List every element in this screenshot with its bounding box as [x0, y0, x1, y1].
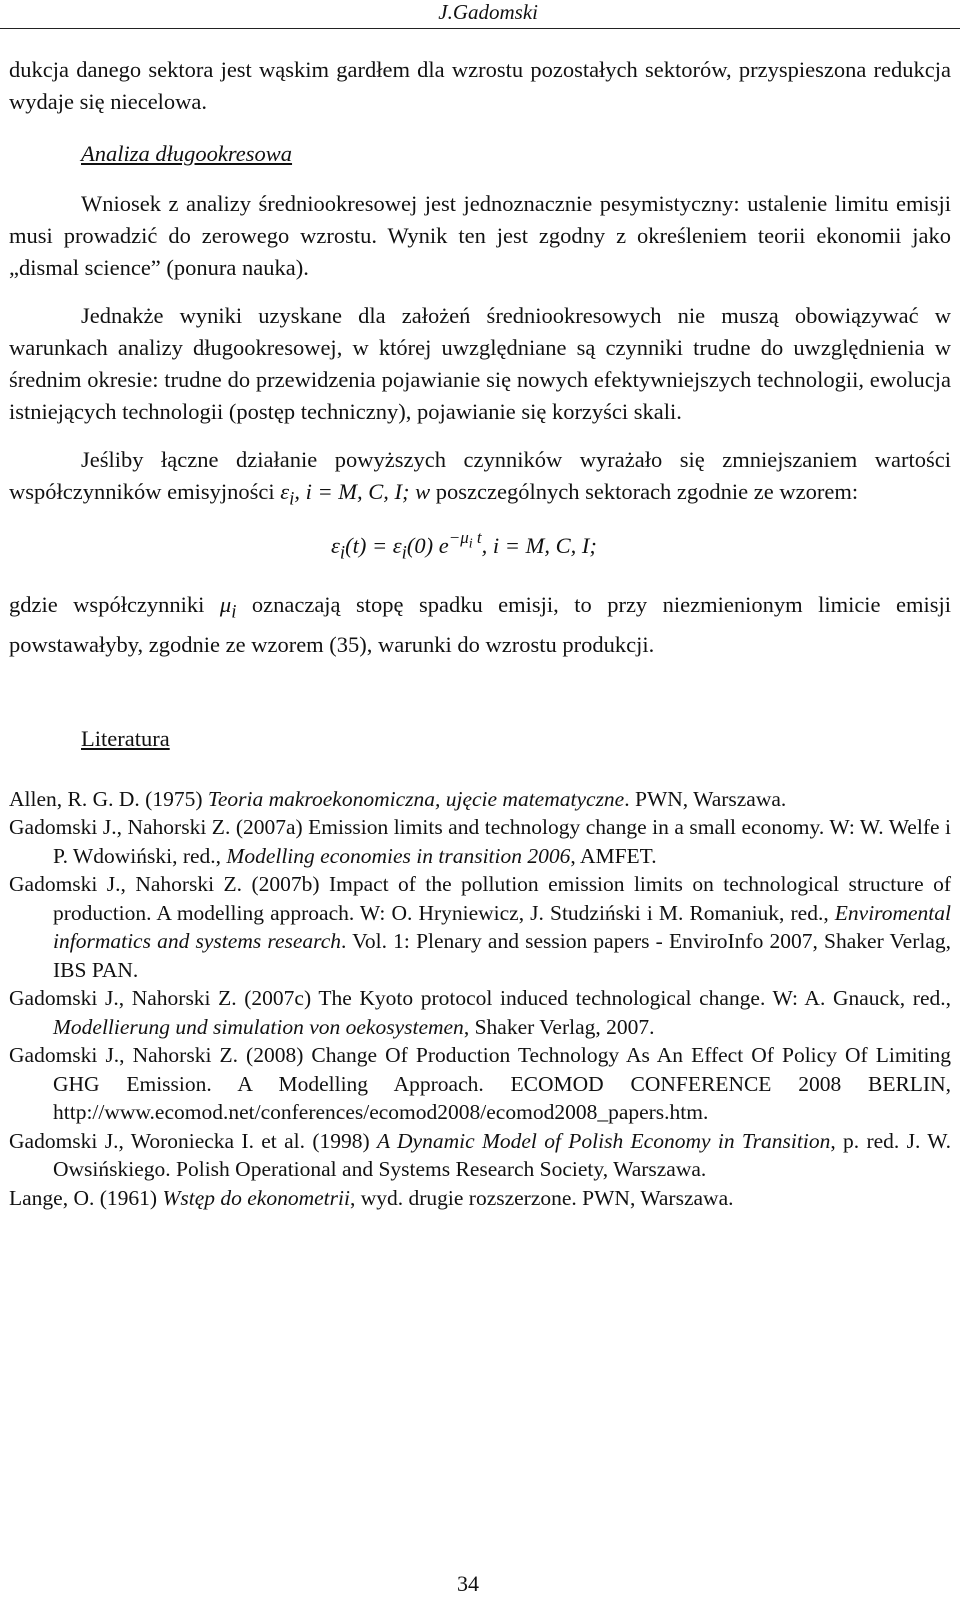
formula-exp-mu: −μ [448, 527, 469, 547]
ref-pre: Gadomski J., Nahorski Z. (2007b) Impact of the pollution emission limits on technological structure of production. A modelling approach. W: O. Hryniewicz, J. Studziński i M. Romaniuk, red., [9, 872, 951, 925]
reference-item [9, 785, 951, 814]
ref-pre: Allen, R. G. D. (1975) [9, 786, 208, 811]
reference-item [9, 1184, 951, 1213]
page-number: 34 [457, 1571, 479, 1596]
p4-text-a: Jeśliby łączne działanie powyższych czynników wyrażało się zmniejszaniem wartości współczynników emisyjności [9, 447, 951, 504]
ref-post: , AMFET. [570, 843, 657, 868]
paragraph-conclusion: Wniosek z analizy średniookresowej jest jednoznacznie pesymistyczny: ustalenie limitu emisji musi prowadzić do zerowego wzrostu. Wynik ten jest zgodny z określeniem teorii ekonomii jako „dismal science” (ponura nauka). [9, 191, 951, 280]
header-author: J.Gadomski [438, 0, 538, 24]
paragraph-emission-coefficients [9, 444, 951, 516]
reference-list [9, 785, 951, 1213]
ref-pre: Gadomski J., Nahorski Z. (2007c) The Kyoto protocol induced technological change. W: A. Gnauck, red., [9, 986, 951, 1010]
formula-rhs-sub: i [401, 542, 407, 563]
formula-rhs-arg: (0) e [406, 532, 449, 558]
ref-title: Modellierung und simulation von oekosystemen [53, 1014, 464, 1039]
formula-lhs-sym: ε [331, 532, 340, 558]
p4-index-text: , i = M, C, I; w [294, 479, 431, 504]
formula-lhs-arg: (t) = [345, 532, 393, 558]
ref-pre: Lange, O. (1961) [9, 1185, 163, 1210]
formula-lhs-sub: i [339, 542, 346, 563]
reference-item [9, 984, 951, 1041]
mu-subscript: i [231, 601, 237, 623]
equation [9, 527, 951, 570]
ref-title: Teoria makroekonomiczna, ujęcie matematyczne [207, 786, 625, 811]
ref-title: Wstęp do ekonometrii [162, 1185, 350, 1210]
p5-text-b: oznaczają stopę spadku emisji, to przy niezmienionym limicie emisji powstawałyby, zgodnie ze wzorem (35), warunki do wzrostu produkcji. [9, 592, 952, 657]
literature-heading: Literatura [81, 725, 170, 751]
formula-exp-sub: i [468, 534, 473, 551]
formula-tail: , i = M, C, I; [481, 532, 597, 558]
ref-title: Modelling economies in transition 2006 [226, 843, 571, 868]
reference-item [9, 1127, 951, 1184]
ref-pre: Gadomski J., Nahorski Z. (2008) Change Of Production Technology As An Effect Of Policy Of Limiting GHG Emission. A Modelling Approach. ECOMOD CONFERENCE 2008 BERLIN, http://www.ecomod.net/conferences/ecomod2008/ecomod2008_papers.htm. [9, 1043, 951, 1124]
ref-title: Enviromental informatics and systems research [53, 900, 951, 953]
paragraph-continuation: dukcja danego sektora jest wąskim gardłem dla wzrostu pozostałych sektorów, przyspieszona redukcja wydaje się niecelowa. [9, 57, 951, 114]
epsilon-subscript: i [289, 488, 295, 510]
paragraph-long-term: Jednakże wyniki uzyskane dla założeń średniookresowych nie muszą obowiązywać w warunkach analizy długookresowej, w której uwzględniane są czynniki trudne do uwzględnienia w średnim okresie: trudne do przewidzenia pojawianie się nowych efektywniejszych technologii, ewolucja istniejących technologii (postęp techniczny), pojawianie się korzyści skali. [9, 303, 951, 424]
formula-exp-t: t [472, 527, 482, 547]
formula-rhs-sym: ε [392, 532, 402, 558]
epsilon-symbol: ε [280, 479, 290, 504]
ref-pre: Gadomski J., Nahorski Z. (2007a) Emission limits and technology change in a small economy. W: W. Welfe i P. Wdowiński, red., [9, 815, 951, 868]
p4-text-c: poszczególnych sektorach zgodnie ze wzorem: [430, 479, 859, 504]
page-content [9, 54, 951, 1212]
ref-post: . PWN, Warszawa. [624, 786, 787, 811]
ref-post: , Shaker Verlag, 2007. [463, 1014, 655, 1039]
p5-text-a: gdzie współczynniki [9, 592, 220, 617]
mu-symbol: μ [219, 592, 232, 617]
ref-title: A Dynamic Model of Polish Economy in Transition [376, 1128, 831, 1153]
formula-exponent [448, 527, 482, 551]
paragraph-mu-coefficients [9, 589, 951, 661]
ref-pre: Gadomski J., Woroniecka I. et al. (1998) [9, 1128, 377, 1153]
running-header [0, 0, 960, 29]
ref-post: , p. red. J. W. Owsińskiego. Polish Operational and Systems Research Society, Warszawa. [53, 1128, 951, 1181]
ref-post: , wyd. drugie rozszerzone. PWN, Warszawa. [349, 1185, 734, 1210]
reference-item [9, 813, 951, 870]
section-heading: Analiza długookresowa [81, 141, 293, 166]
reference-item [9, 1041, 951, 1127]
ref-post: . Vol. 1: Plenary and session papers - EnviroInfo 2007, Shaker Verlag, IBS PAN. [53, 929, 951, 982]
reference-item [9, 870, 951, 984]
